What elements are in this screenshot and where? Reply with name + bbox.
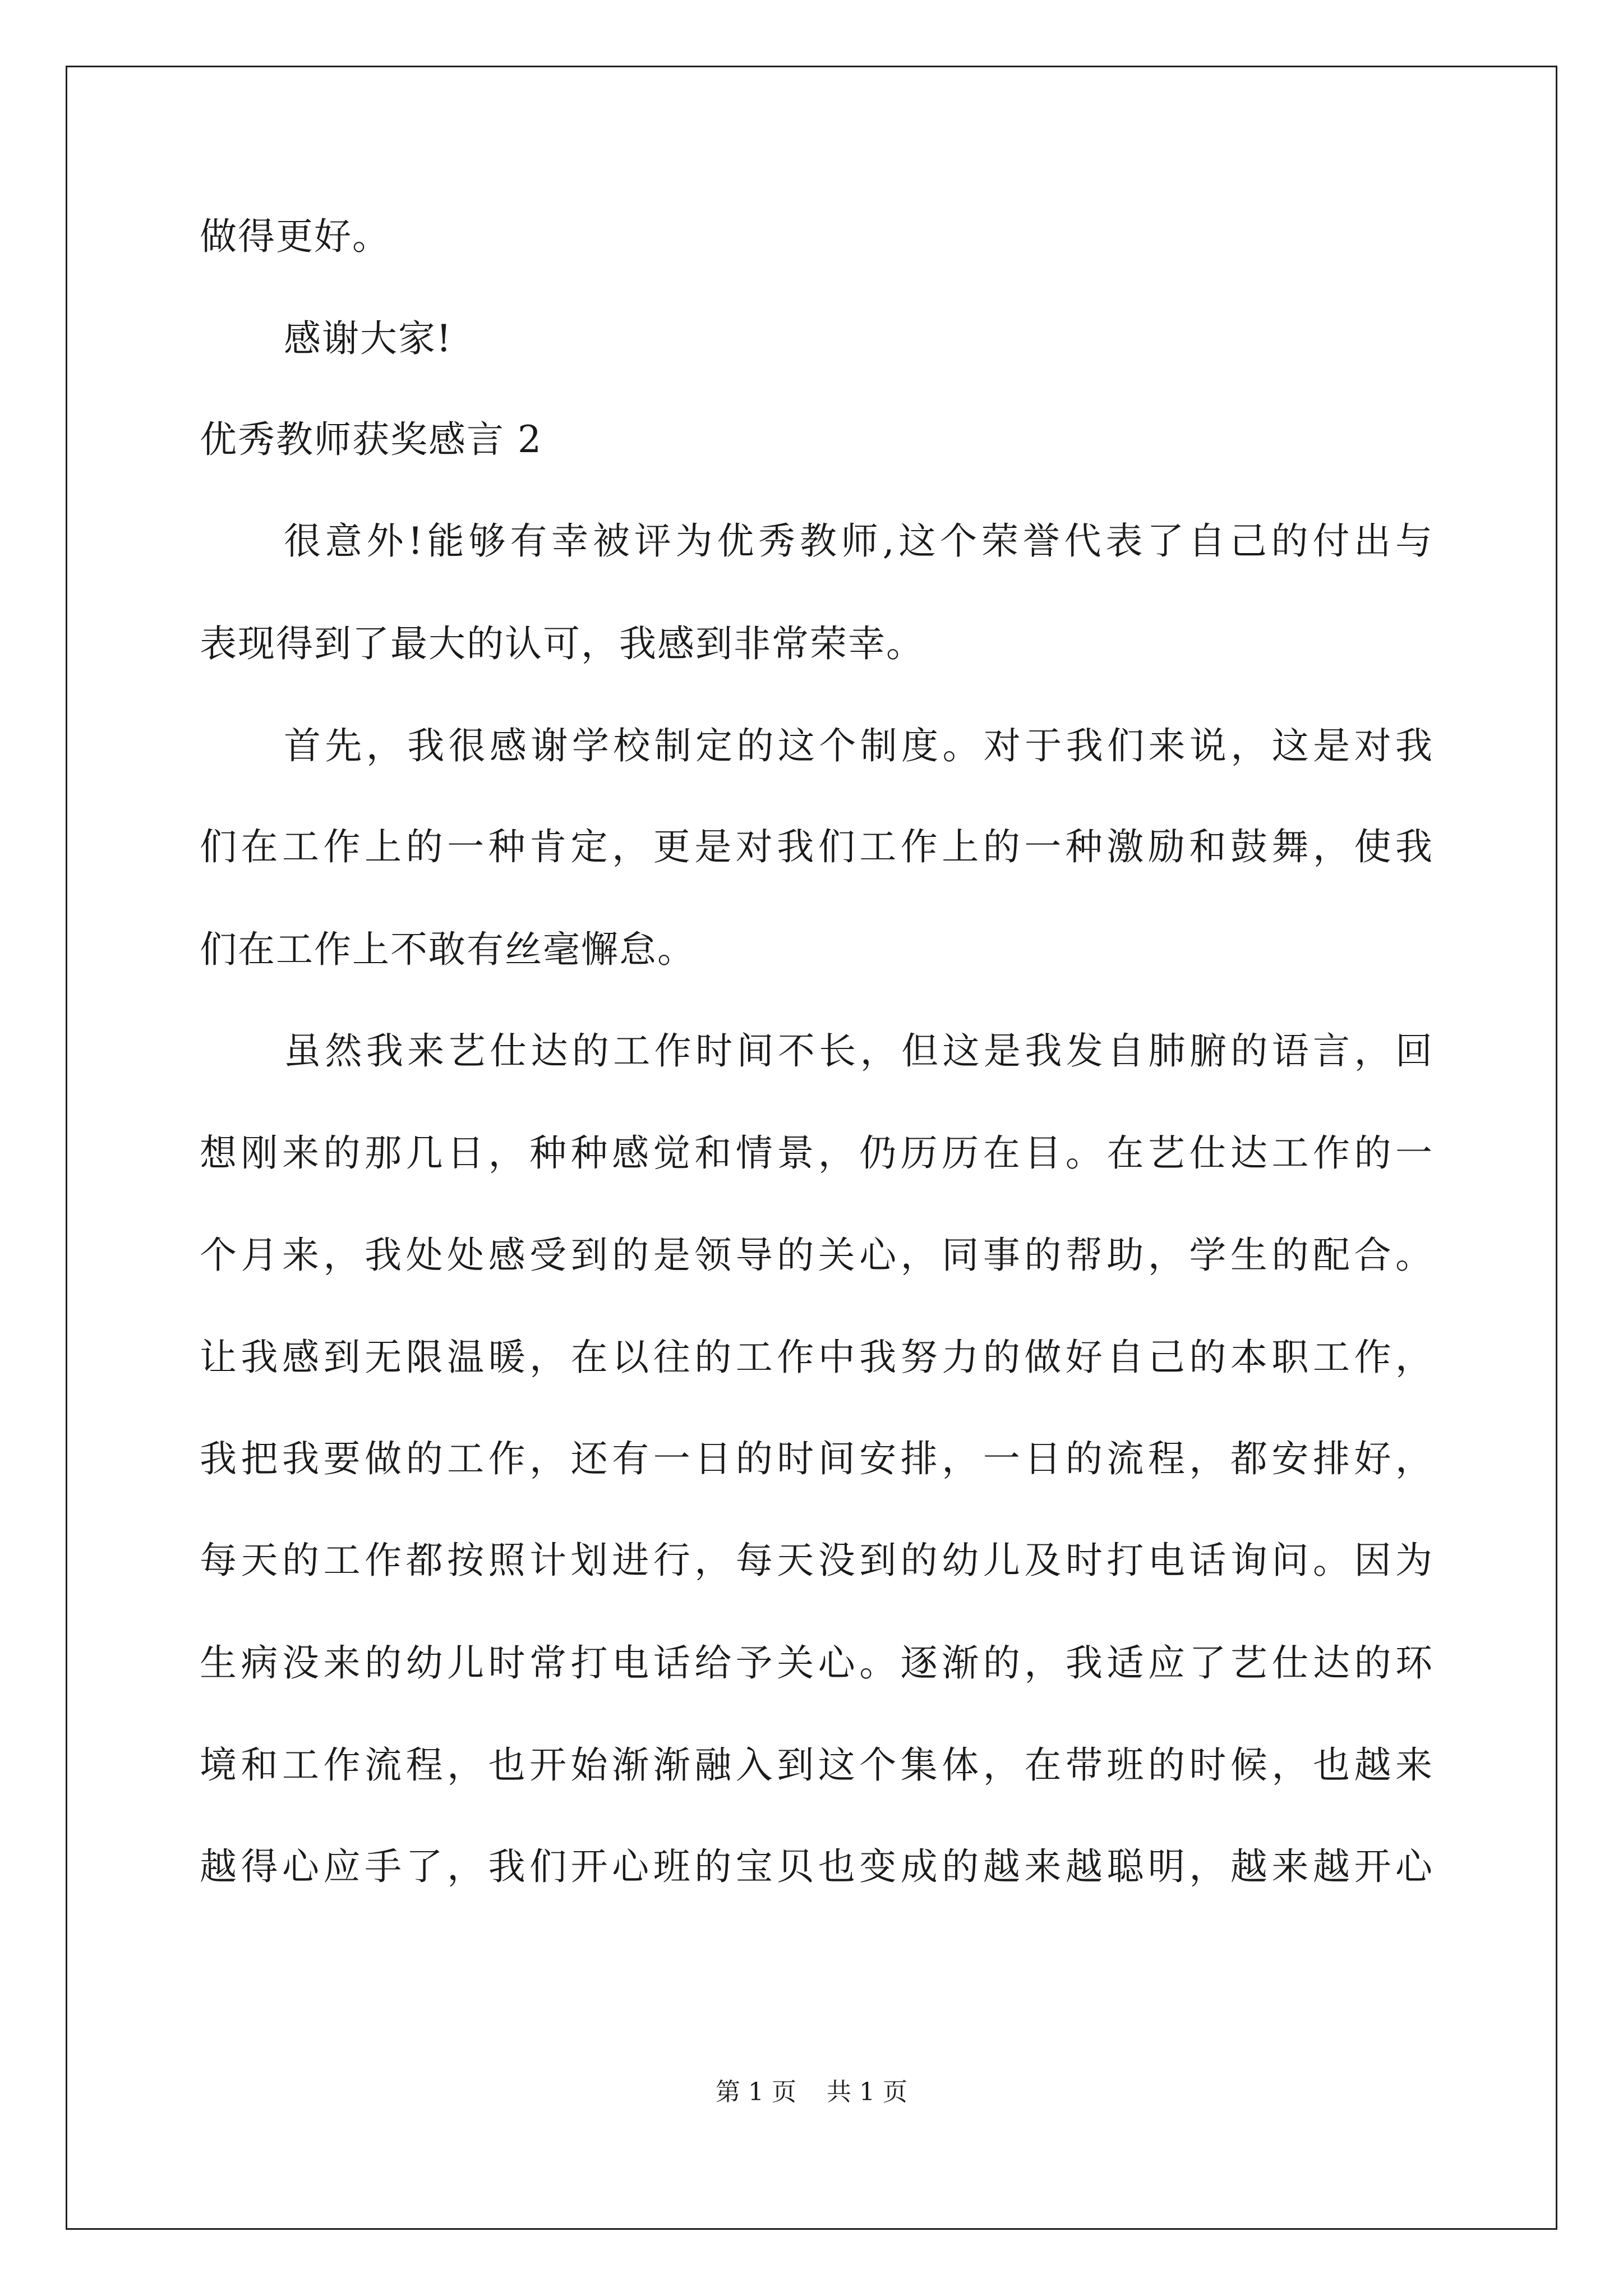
text-line: 做得更好。	[200, 215, 390, 258]
page-total: 共 1 页	[827, 2078, 907, 2106]
text-line: 越得心应手了，我们开心班的宝贝也变成的越来越聪明，越来越开心	[200, 1845, 1433, 1888]
text-line: 首先，我很感谢学校制定的这个制度。对于我们来说，这是对我	[284, 724, 1433, 767]
text-line: 每天的工作都按照计划进行，每天没到的幼儿及时打电话询问。因为	[200, 1539, 1433, 1582]
text-line: 们在工作上不敢有丝毫懈怠。	[200, 928, 695, 971]
section-heading: 优秀教师获奖感言 2	[200, 418, 542, 461]
text-line: 表现得到了最大的认可，我感到非常荣幸。	[200, 622, 924, 665]
text-line: 个月来，我处处感受到的是领导的关心，同事的帮助，学生的配合。	[200, 1234, 1433, 1277]
text-line: 虽然我来艺仕达的工作时间不长，但这是我发自肺腑的语言，回	[284, 1029, 1433, 1073]
text-line: 想刚来的那几日，种种感觉和情景，仍历历在目。在艺仕达工作的一	[200, 1131, 1433, 1175]
text-line: 我把我要做的工作，还有一日的时间安排，一日的流程，都安排好，	[200, 1437, 1433, 1480]
text-line: 境和工作流程，也开始渐渐融入到这个集体，在带班的时候，也越来	[200, 1743, 1433, 1787]
page-number: 第 1 页	[716, 2078, 796, 2106]
text-line: 生病没来的幼儿时常打电话给予关心。逐渐的，我适应了艺仕达的环	[200, 1641, 1433, 1685]
page-footer	[0, 2076, 1623, 2109]
text-line: 让我感到无限温暖，在以往的工作中我努力的做好自己的本职工作，	[200, 1336, 1433, 1379]
text-line: 们在工作上的一种肯定，更是对我们工作上的一种激励和鼓舞，使我	[200, 825, 1433, 868]
text-line: 很意外!能够有幸被评为优秀教师,这个荣誉代表了自己的付出与	[284, 519, 1433, 563]
text-line: 感谢大家!	[284, 317, 453, 360]
